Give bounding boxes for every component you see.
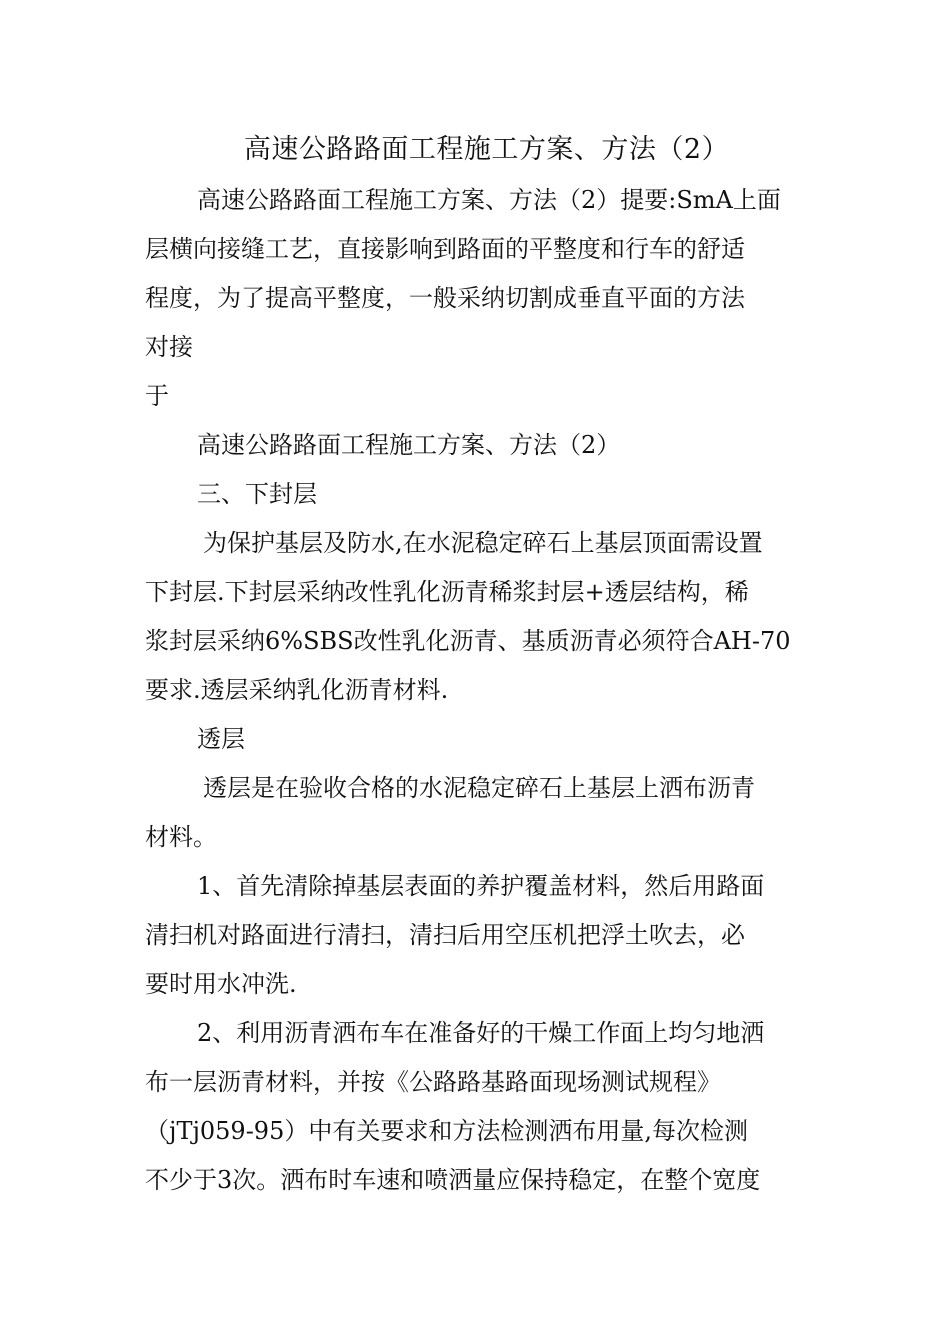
summary-tail: 于	[145, 382, 169, 410]
summary-line-4: 对接	[145, 333, 193, 361]
seal-layer-paragraph	[145, 519, 810, 715]
seal-line-2: 下封层.下封层采纳改性乳化沥青稀浆封层+透层结构，稀	[145, 578, 749, 606]
step2-line-2: 布一层沥青材料，并按《公路路基路面现场测试规程》	[145, 1068, 721, 1096]
prime-line-2: 材料。	[145, 823, 217, 851]
sub-heading: 透层	[197, 725, 245, 753]
step1-line-2: 清扫机对路面进行清扫，清扫后用空压机把浮土吹去，必	[145, 921, 745, 949]
seal-line-1: 为保护基层及防水,在水泥稳定碎石上基层顶面需设置	[203, 529, 763, 557]
step2-line-1: 2、利用沥青洒布车在准备好的干燥工作面上均匀地洒	[197, 1019, 765, 1047]
step1-line-1: 1、首先清除掉基层表面的养护覆盖材料，然后用路面	[197, 872, 765, 900]
step1-line-3: 要时用水冲洗.	[145, 970, 297, 998]
step2-line-4: 不少于3次。洒布时车速和喷洒量应保持稳定，在整个宽度	[145, 1166, 761, 1194]
step2-line-3: （jTj059-95）中有关要求和方法检测洒布用量,每次检测	[145, 1117, 748, 1145]
summary-line-1: 高速公路路面工程施工方案、方法（2）提要:SmA上面	[197, 186, 781, 214]
step-1-paragraph	[145, 862, 810, 1009]
prime-coat-paragraph	[145, 764, 810, 862]
seal-line-4: 要求.透层采纳乳化沥青材料.	[145, 676, 449, 704]
document-title: 高速公路路面工程施工方案、方法（2）	[243, 134, 730, 165]
section-heading: 三、下封层	[197, 480, 317, 508]
seal-line-3: 浆封层采纳6%SBS改性乳化沥青、基质沥青必须符合AH-70	[145, 627, 791, 655]
summary-line-2: 层横向接缝工艺，直接影响到路面的平整度和行车的舒适	[145, 235, 745, 263]
summary-paragraph	[145, 176, 810, 372]
step-2-paragraph	[145, 1009, 810, 1205]
subtitle: 高速公路路面工程施工方案、方法（2）	[197, 431, 621, 459]
summary-line-3: 程度，为了提高平整度，一般采纳切割成垂直平面的方法	[145, 284, 745, 312]
prime-line-1: 透层是在验收合格的水泥稳定碎石上基层上洒布沥青	[203, 774, 755, 802]
document-page	[145, 128, 810, 1205]
